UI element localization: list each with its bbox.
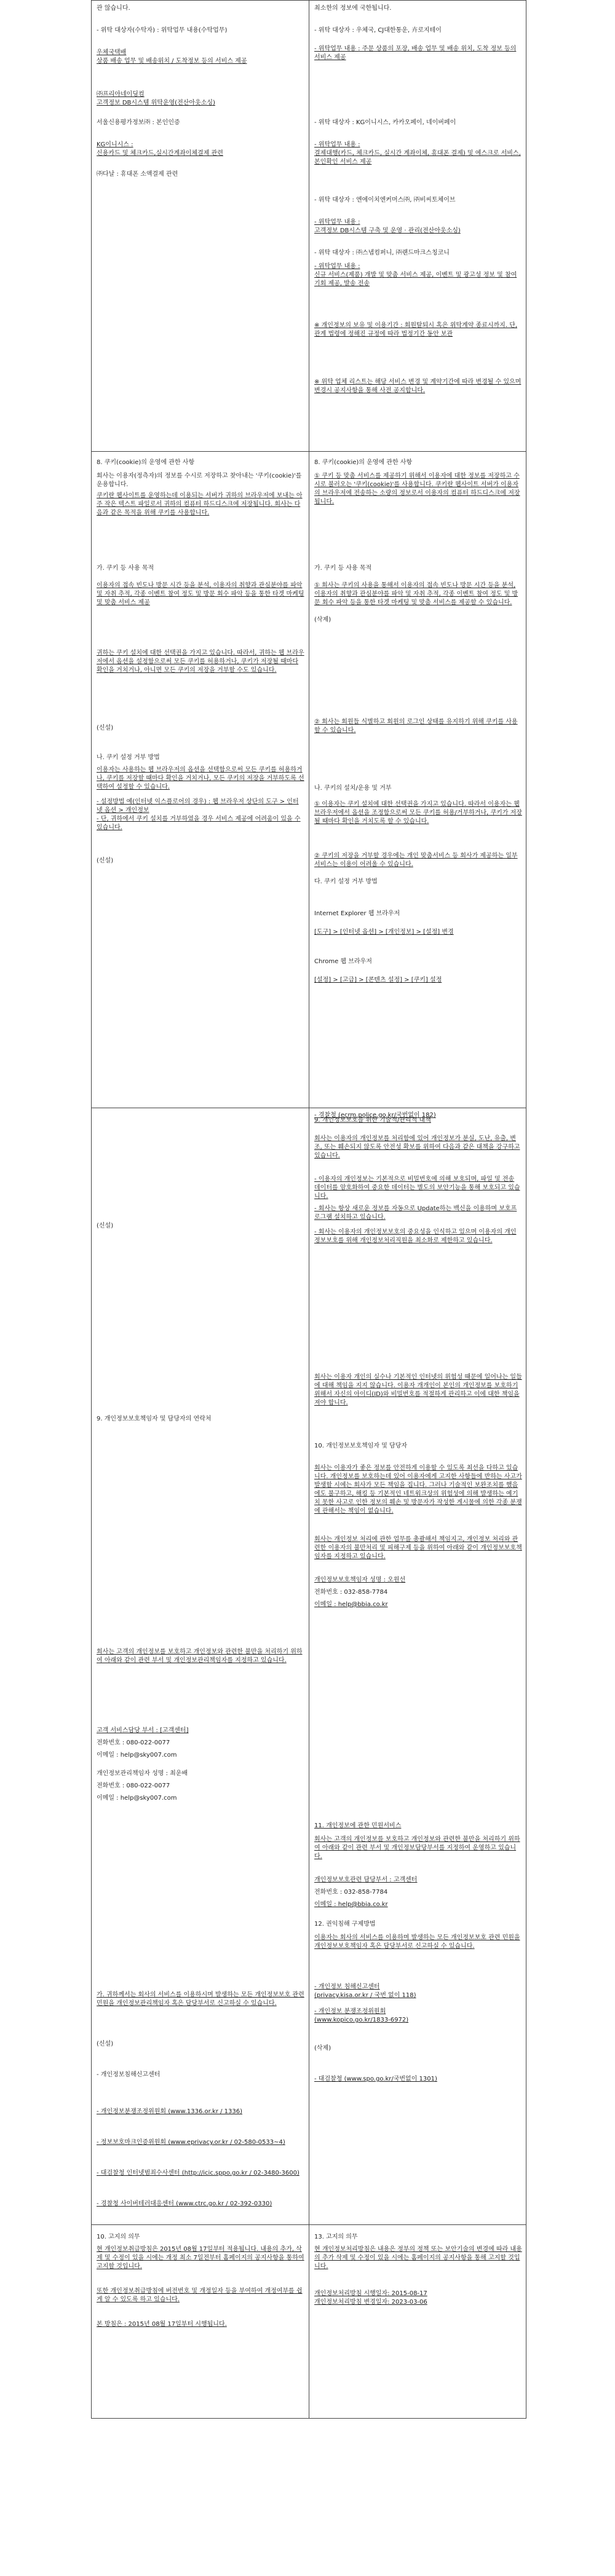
paragraph: 이메일 : help@sky007.com [97, 1752, 177, 1759]
paragraph: - 위탁업무 내용 : 신규 서비스(제품) 개발 및 맞춤 서비스 제공, 이벤트 및 광고성 정보 및 참여기회 제공, 발송 전송 [314, 263, 517, 287]
paragraph: - 개인정보침해신고센터 [97, 2071, 161, 2078]
paragraph: (신설) [97, 857, 114, 864]
revised-provision-9-cell [314, 1111, 522, 2222]
section-heading: 9. 개인정보보호를 위한 기술적/관리적 대책 [314, 1117, 431, 1124]
paragraph: 서울신용평가정보㈜ : 본인인증 [97, 119, 180, 126]
paragraph: (삭제) [314, 616, 331, 623]
paragraph: - 위탁업무 내용 : 고객정보 DB시스템 구축 및 운영 · 관리(전산아웃소싱) [314, 219, 461, 234]
paragraph: 전화번호 : 080-022-0077 [97, 1782, 170, 1789]
paragraph: 이용자의 접속 빈도나 방문 시간 등을 분석, 이용자의 취향과 관심분야를 파악 및 자취 추적, 각종 이벤트 참여 정도 및 방문 회수 파악 등을 통한 타겟 마케팅 및 맞춤 서비스 제공 [97, 582, 304, 606]
paragraph: 관 않습니다. [97, 5, 130, 12]
paragraph: 귀하는 쿠키 설치에 대한 선택권을 가지고 있습니다. 따라서, 귀하는 웹 브라우저에서 옵션을 설정함으로써 모든 쿠키를 허용하거나, 쿠키가 저장될 때마다 확인을 거치거나, 아니면 모든 쿠키의 저장을 거부할 수도 있습니다. [97, 650, 304, 674]
paragraph: 우체국택배 상품 배송 업무 및 배송위치 / 도착정보 등의 서비스 제공 [97, 49, 247, 65]
paragraph: - 대검찰청 (www.spo.go.kr/국번없이 1301) [314, 2076, 437, 2082]
paragraph: - 위탁 대상자 : KG이니시스, 카카오페이, 네이버페이 [314, 119, 456, 126]
paragraph: 회사는 이용자의 개인정보를 처리함에 있어 개인정보가 분실, 도난, 유출, 변조, 또는 훼손되지 않도록 안전성 확보를 위하여 다음과 같은 대책을 강구하고 있습니다. [314, 1135, 520, 1159]
paragraph: 회사는 이용자(정측자)의 정보를 수시로 저장하고 찾아내는 '쿠키(cookie)'를 운용합니다. [97, 473, 302, 488]
paragraph: - 위탁업무 내용 : 결제대행(카드, 체크카드, 실시간 계좌이체, 휴대폰 결제) 및 에스크로 서비스, 본인확인 서비스 제공 [314, 141, 521, 165]
paragraph: ② 회사는 회원들 식별하고 회원의 로그인 상태를 유지하기 위해 쿠키를 사용할 수 있습니다. [314, 719, 518, 734]
paragraph: 이메일 : help@bbia.co.kr [314, 1901, 388, 1908]
paragraph: 이메일 : help@sky007.com [97, 1795, 177, 1802]
revised-provision-1-cell [314, 4, 522, 449]
row-divider [92, 2224, 526, 2225]
paragraph: 개인정보처리방침 시행일자: 2015-08-17 개인정보처리방침 변경일자: 2023-03-06 [314, 2290, 427, 2306]
paragraph: (신설) [97, 725, 114, 731]
paragraph: 회사는 개인정보 처리에 관한 업무를 총괄해서 책임지고, 개인정보 처리와 관련한 이용자의 불만처리 및 피해구제 등을 위하여 아래와 같이 개인정보보호책임자를 지정하고 있습니다. [314, 1536, 522, 1560]
paragraph: ② 쿠키의 저장을 거부할 경우에는 개인 맞춤서비스 등 회사가 제공하는 일부 서비스는 이용이 어려울 수 있습니다. [314, 853, 518, 868]
paragraph: 최소한의 정보에 국한됩니다. [314, 5, 392, 12]
paragraph: Internet Explorer 웹 브라우저 [314, 910, 400, 917]
paragraph: (삭제) [314, 2045, 331, 2052]
paragraph: 이용자는 회사의 서비스를 이용하며 발생하는 모든 개인정보보호 관련 민원을 개인정보보호책임자 혹은 담당부서로 신고하실 수 있습니다. [314, 1934, 520, 1950]
previous-provision-9-cell [97, 1111, 304, 2222]
paragraph: KG이니시스 : 신용카드 및 체크카드,실시간계좌이체결제 관련 [97, 141, 223, 157]
paragraph: - 위탁업무 내용 : 주문 상품의 포장, 배송 업무 및 배송 위치, 도착 정보 등의 서비스 제공 [314, 45, 517, 61]
paragraph: (신설) [97, 1223, 114, 1229]
paragraph: - 위탁 대상자 : ㈜스냅컴퍼니, ㈜랜드마크스칭코니 [314, 250, 450, 256]
row-divider [92, 451, 526, 452]
paragraph: - 경찰청 (ecrm.police.go.kr/국번없이 182) [314, 1112, 436, 1119]
paragraph: ※ 개인정보의 보유 및 이용기간 : 회원탈퇴시 혹은 위탁계약 종료시까지. 단, 관계 법령에 정해진 규정에 따라 법정기간 동안 보관 [314, 322, 518, 337]
paragraph: 가. 쿠키 등 사용 목적 [97, 565, 154, 572]
paragraph: ㈜프리아네이딩컴 고객정보 DB시스템 위탁운영(전산아웃소싱) [97, 91, 215, 106]
paragraph: - 개인정보 분쟁조정위원회 (www.kopico.go.kr/1833-6972) [314, 2008, 409, 2023]
paragraph: 전화번호 : 080-022-0077 [97, 1739, 170, 1746]
paragraph: 회사는 이용자 개인의 실수나 기본적인 인터넷의 위험성 때문에 일어나는 일들에 대해 책임을 지지 않습니다. 이용자 개개인이 본인의 개인정보를 보호하기 위해서 자신의 아이디(ID)와 비밀번호를 적절하게 관리하고 이에 대한 책임을 져야 합니다. [314, 1374, 522, 1406]
paragraph: Chrome 웹 브라우저 [314, 958, 372, 965]
paragraph: 전화번호 : 032-858-7784 [314, 1589, 388, 1596]
section-heading: 8. 쿠키(cookie)의 운영에 관한 사항 [314, 459, 413, 466]
paragraph: 이메일 : help@bbia.co.kr [314, 1601, 388, 1608]
paragraph: - 회사는 항상 새로운 정보를 자동으로 Update하는 백신을 이용하며 보호프로그램 설치하고 있습니다. [314, 1205, 517, 1221]
paragraph: 나. 쿠키의 설치/운용 및 거부 [314, 785, 392, 792]
paragraph: - 정보보호마크인증위원회 (www.eprivacy.or.kr / 02-580-0533~4) [97, 2139, 285, 2146]
paragraph: 회사는 고객의 개인정보를 보호하고 개인정보와 관련한 불만을 처리하기 위하여 아래와 같이 관련 부서 및 개인정보관리책임자를 지정하고 있습니다. [97, 1648, 303, 1664]
paragraph: 회사는 고객의 개인정보를 보호하고 개인정보와 관련한 불만을 처리하기 위하여 아래와 같이 관련 부서 및 개인정보담당부서를 지정하여 운영하고 있습니다. [314, 1836, 520, 1860]
paragraph: 회사는 이용자가 좋은 정보를 안전하게 이용할 수 있도록 최선을 다하고 있습니다. 개인정보를 보호하는데 있어 이용자에게 고지한 사항들에 반하는 사고가 발생할 시에는 회사가 모든 책임을 집니다. 그러나 기술적인 보완조치를 했음에도 불구하고, 해킹 등 기본적인 네트워크상의 위험성에 의해 발생하는 예기치 못한 사고로 인한 정보의 훼손 및 방문자가 작성한 게시물에 의한 각종 분쟁에 관해서는 책임이 없습니다. [314, 1465, 522, 1514]
paragraph: 개인정보보호관련 담당부서 : 고객센터 [314, 1877, 418, 1883]
paragraph: 현 개인정보취급방침은 2015년 08월 17일부터 적용됩니다. 내용의 추가, 삭제 및 수정이 있을 시에는 개정 최소 7일전부터 홈페이지의 공지사항을 통하여 고지할 것입니다. [97, 2246, 304, 2270]
paragraph: - 위탁 대상자 : 우체국, CJ대한통운, 卉로지테이 [314, 27, 442, 34]
paragraph: ① 이용자는 쿠키 설치에 대한 선택권을 가지고 있습니다. 따라서 이용자는 웹브라우저에서 옵션을 조정함으로써 모든 쿠키를 허용/거부하거나, 쿠키가 저장될 때마다 확인을 거치도록 할 수 있습니다. [314, 801, 522, 825]
paragraph: ① 회사는 쿠키의 사용을 통해서 이용자의 접속 빈도나 방문 시간 등을 분석, 이용자의 취향과 관심분야를 파악 및 자취 추적, 각종 이벤트 참여 정도 및 방문 회수 파악 등을 통한 타겟 마케팅 및 맞춤 서비스를 제공할 수 있습니다. [314, 582, 518, 606]
revised-provision-13-cell [314, 2228, 522, 2417]
section-heading: 10. 고지의 의무 [97, 2234, 140, 2240]
revised-provision-8-cell [314, 455, 522, 1105]
section-heading: 8. 쿠키(cookie)의 운영에 관한 사항 [97, 459, 195, 466]
paragraph: [설정] > [고급] > [콘텐츠 설정] > [쿠키] 설정 [314, 977, 442, 983]
paragraph: 전화번호 : 032-858-7784 [314, 1889, 388, 1896]
paragraph: ① 쿠키 등 맞춤 서비스를 제공하기 위해서 이용자에 대한 정보를 저장하고 수시로 불러오는 '쿠키(cookie)'를 사용합니다. 쿠키란 웹사이트 서버가 이용자의 브라우저에 전송하는 소량의 정보로서 이용자의 컴퓨터 하드디스크에 저장됩니다. [314, 473, 520, 505]
section-heading: 12. 권익침해 구제방법 [314, 1921, 376, 1928]
section-heading: 11. 개인정보에 관한 민원서비스 [314, 1822, 402, 1829]
paragraph: - 위탁 대상자 : 엔에이치엔커머스㈜, ㈜비씨토체이브 [314, 197, 456, 203]
comparison-table [91, 0, 526, 2419]
paragraph: 개인정보관리책임자 성명 : 최운배 [97, 1770, 188, 1777]
paragraph: 가. 쿠키 등 사용 목적 [314, 565, 372, 572]
paragraph: 현 개인정보처리방침은 내용은 정부의 정책 또는 보안기술의 변경에 따라 내용의 추가 삭제 및 수정이 있을 시에는 홈페이지의 공지사항을 통해 고지할 것입니다. [314, 2246, 522, 2270]
paragraph: - 회사는 이용자의 개인정보보호의 중요성을 인식하고 있으며 이용자의 개인정보보호를 위해 개인정보처리직원을 최소화로 제한하고 있습니다. [314, 1229, 517, 1244]
paragraph: 가. 귀하께서는 회사의 서비스를 이용하시며 발생하는 모든 개인정보보호 관련 민원을 개인정보관리책임자 혹은 담당부서로 신고하실 수 있습니다. [97, 1991, 304, 2007]
paragraph: - 개인정보분쟁조정위원회 (www.1336.or.kr / 1336) [97, 2108, 243, 2115]
paragraph: - 경찰청 사이버테러대응센터 (www.ctrc.go.kr / 02-392-0330) [97, 2200, 272, 2207]
paragraph: 쿠키란 웹사이트를 운영하는데 이용되는 서버가 귀하의 브라우저에 보내는 아주 작은 텍스트 파일로서 귀하의 컴퓨터 하드디스크에 저장됩니다. 회사는 다음과 같은 목적을 위해 쿠키를 사용합니다. [97, 492, 303, 516]
paragraph: ㈜다날 : 휴대폰 소액결제 관련 [97, 171, 178, 178]
previous-provision-10-cell [97, 2228, 304, 2417]
paragraph: - 위탁 대상자(수탁자) : 위탁업무 내용(수탁업무) [97, 27, 228, 34]
section-heading: 10. 개인정보보호책임자 및 담당자 [314, 1443, 408, 1449]
paragraph: 다. 쿠키 설정 거부 방법 [314, 878, 378, 885]
paragraph: 이용자는 사용하는 웹 브라우저의 옵션을 선택함으로써 모든 쿠키를 허용하거나, 쿠키를 저장할 때마다 확인을 거치거나, 모든 쿠키의 저장을 거부하도록 선택하여 설정할 수 있습니다. [97, 766, 304, 790]
paragraph: 또한 개인정보취급방침에 버전번호 및 개정일자 등을 부여하여 개정여부를 쉽게 알 수 있도록 하고 있습니다. [97, 2288, 303, 2303]
paragraph: 고객 서비스담당 부서 : [고객센터] [97, 1727, 189, 1734]
previous-provision-8-cell [97, 455, 304, 1105]
paragraph: 개인정보보호책임자 성명 : 오원선 [314, 1577, 406, 1583]
section-heading: 9. 개인정보보호책임자 및 담당자의 연락처 [97, 1416, 212, 1422]
paragraph: - 대검찰청 인터넷범죄수사센터 (http://icic.sppo.go.kr / 02-3480-3600) [97, 2170, 300, 2176]
paragraph: 나. 쿠키 설정 거부 방법 [97, 754, 160, 761]
paragraph: [도구] > [인터넷 옵션] > [개인정보] > [설정] 변경 [314, 929, 454, 935]
paragraph: - 설정방법 예(인터넷 익스플로어의 경우) : 웹 브라우저 상단의 도구 > 인터넷 옵션 > 개인정보 - 단, 귀하에서 쿠키 설치를 거부하였을 경우 서비스 제공에 어려움이 있을 수 있습니다. [97, 798, 301, 831]
paragraph: ※ 위탁 업체 리스트는 해당 서비스 변경 및 계약기간에 따라 변경될 수 있으며 변경시 공지사항을 통해 사전 공지합니다. [314, 379, 522, 394]
paragraph: (신설) [97, 2041, 114, 2047]
paragraph: - 이용자의 개인정보는 기본적으로 비밀번호에 의해 보호되며, 파일 및 전송 데이터를 암호화하여 중요한 데이터는 별도의 보안기능을 통해 보호되고 있습니다. [314, 1176, 520, 1200]
paragraph: - 개인정보 침해신고센터 (privacy.kisa.or.kr / 국번 없이 118) [314, 1983, 416, 1999]
section-heading: 13. 고지의 의무 [314, 2234, 358, 2240]
paragraph: 본 방침은 : 2015년 08월 17일부터 시행됩니다. [97, 2321, 227, 2328]
previous-provision-1-cell [97, 4, 304, 449]
